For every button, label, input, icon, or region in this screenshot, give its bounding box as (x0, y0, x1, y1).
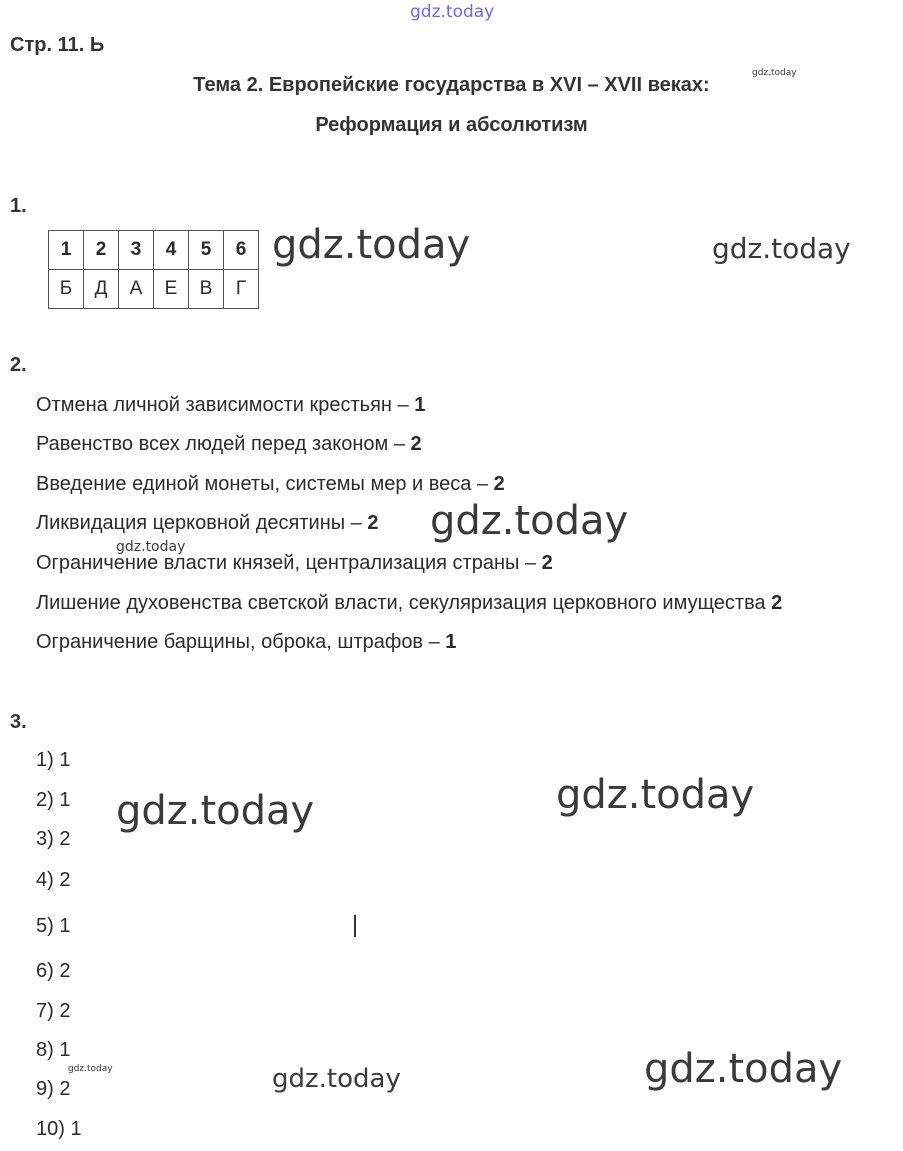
table-cell: 1 (49, 231, 84, 270)
section-1-number: 1. (10, 195, 27, 217)
table-cell: 2 (84, 231, 119, 270)
table-row (49, 270, 259, 309)
stray-mark (354, 915, 356, 937)
item-text: Введение единой монеты, системы мер и веса – (36, 473, 494, 495)
item-text: Ограничение власти князей, централизация страны – (36, 552, 542, 574)
answer-item: 5) 1 (36, 915, 71, 937)
list-item (36, 473, 505, 496)
watermark-table-large: gdz.today (272, 222, 471, 268)
table-cell: Б (49, 270, 84, 309)
item-answer: 2 (541, 552, 553, 574)
section-2-number: 2. (10, 354, 27, 376)
answer-item: 7) 2 (36, 1000, 71, 1022)
watermark-s3-right: gdz.today (556, 772, 755, 818)
table-cell: 3 (119, 231, 154, 270)
table-cell: В (189, 270, 224, 309)
item-answer: 2 (493, 473, 505, 495)
item-text: Отмена личной зависимости крестьян – (36, 394, 415, 416)
section-3-number: 3. (10, 711, 27, 733)
list-item (36, 592, 782, 615)
watermark-bottom-mid: gdz.today (272, 1064, 401, 1094)
watermark-bottom-right: gdz.today (644, 1046, 843, 1092)
item-answer: 1 (414, 394, 426, 416)
table-cell: 5 (189, 231, 224, 270)
answer-item: 10) 1 (36, 1118, 82, 1140)
table-cell: 6 (224, 231, 259, 270)
answer-item: 1) 1 (36, 749, 71, 771)
table-header-row (49, 231, 259, 270)
item-answer: 2 (367, 512, 379, 534)
list-item (36, 552, 553, 575)
watermark-list-small: gdz.today (116, 539, 186, 555)
page-reference: Стр. 11. Ь (10, 34, 105, 56)
item-text: Равенство всех людей перед законом – (36, 433, 411, 455)
table-cell: Е (154, 270, 189, 309)
answer-item: 6) 2 (36, 960, 71, 982)
answer-item: 8) 1 (36, 1039, 71, 1061)
watermark-table-right: gdz.today (712, 232, 851, 265)
answer-item: 3) 2 (36, 828, 71, 850)
table-cell: А (119, 270, 154, 309)
table-cell: Г (224, 270, 259, 309)
item-text: Ограничение барщины, оброка, штрафов – (36, 631, 446, 653)
item-answer: 2 (771, 592, 783, 614)
watermark-list-large: gdz.today (430, 498, 629, 544)
table-cell: 4 (154, 231, 189, 270)
watermark-top: gdz.today (410, 2, 495, 22)
list-item (36, 433, 422, 456)
answer-item: 9) 2 (36, 1078, 71, 1100)
list-item (36, 631, 456, 654)
watermark-bottom-tiny: gdz.today (68, 1064, 113, 1074)
watermark-title: gdz.today (752, 68, 797, 78)
item-text: Лишение духовенства светской власти, секуляризация церковного имущества (36, 592, 772, 614)
answer-item: 4) 2 (36, 869, 71, 891)
table-cell: Д (84, 270, 119, 309)
section-1-answer-table (48, 230, 259, 309)
answer-item: 2) 1 (36, 789, 71, 811)
item-text: Ликвидация церковной десятины – (36, 512, 368, 534)
item-answer: 1 (445, 631, 457, 653)
topic-title: Тема 2. Европейские государства в XVI – XVII веках: (193, 74, 710, 96)
list-item (36, 394, 425, 417)
watermark-s3-left: gdz.today (116, 788, 315, 834)
item-answer: 2 (410, 433, 422, 455)
list-item (36, 512, 378, 535)
topic-subtitle: Реформация и абсолютизм (315, 114, 588, 136)
